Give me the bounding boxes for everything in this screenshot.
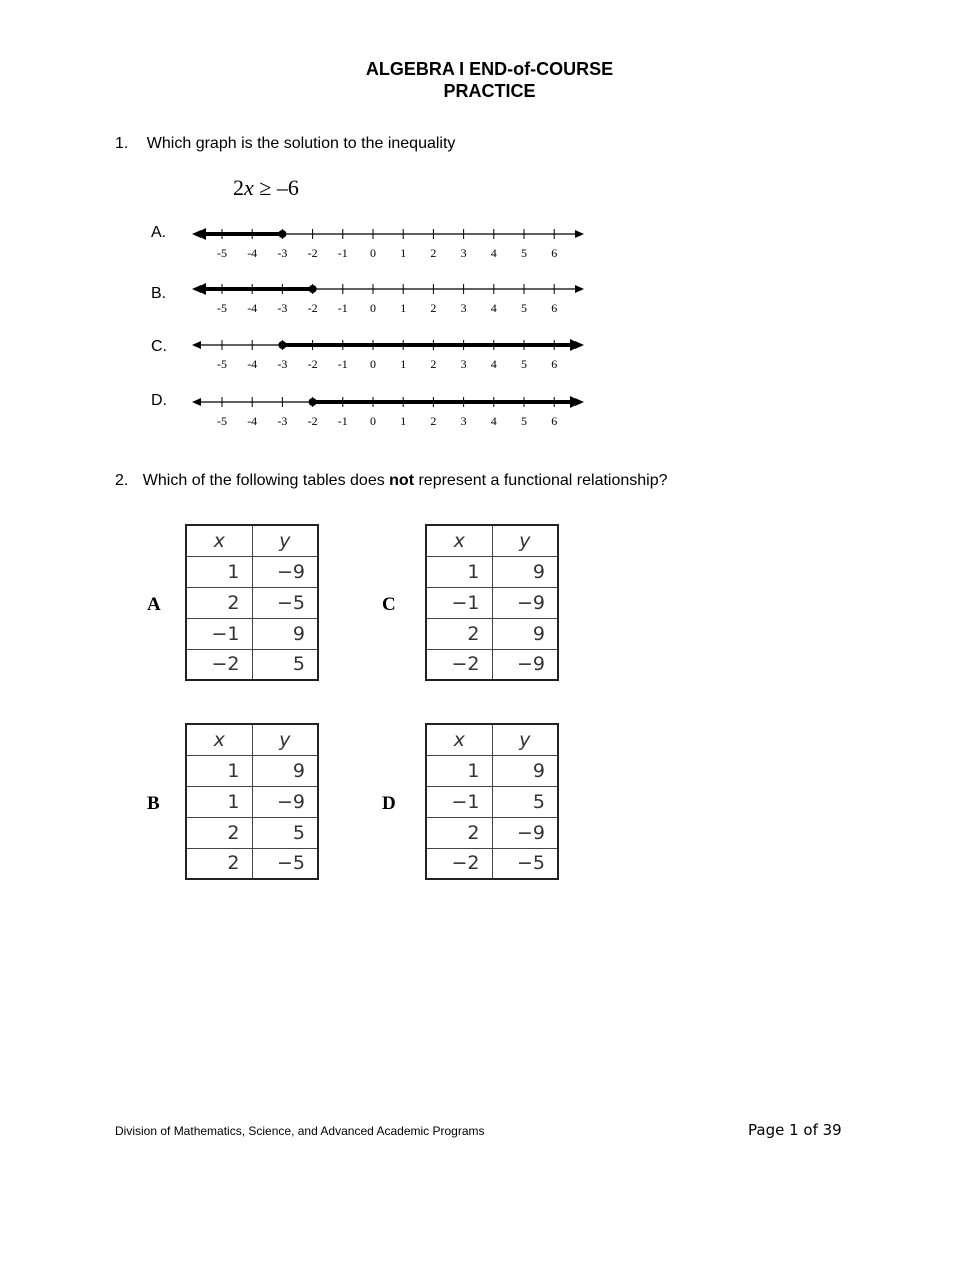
cell-y: 5 [252, 817, 318, 848]
cell-x: 1 [426, 755, 492, 786]
tick-label: 2 [430, 301, 437, 315]
tick-label: -5 [217, 357, 227, 371]
column-header-x: x [426, 525, 492, 556]
column-header-x: x [426, 724, 492, 755]
inequality-coefficient: 2 [233, 175, 244, 200]
question-2-prompt-after: represent a functional relationship? [414, 472, 668, 489]
table-row [426, 556, 558, 587]
cell-y: −9 [492, 587, 558, 618]
footer-division: Division of Mathematics, Science, and Advanced Academic Programs [115, 1124, 485, 1138]
question-2-number: 2. [115, 472, 129, 489]
cell-x: −1 [426, 587, 492, 618]
function-table-a [185, 524, 319, 681]
column-header-x: x [186, 724, 252, 755]
table-row [186, 755, 318, 786]
function-table-b [185, 723, 319, 880]
cell-x: 1 [426, 556, 492, 587]
tick-label: 5 [521, 301, 527, 315]
tick-label: -3 [277, 301, 288, 315]
column-header-y: y [492, 724, 558, 755]
footer-page-number: Page 1 of 39 [748, 1121, 842, 1139]
number-line-d [180, 390, 600, 430]
cell-y: −9 [252, 556, 318, 587]
cell-x: −2 [186, 649, 252, 680]
tick-label: 1 [400, 414, 407, 428]
column-header-y: y [492, 525, 558, 556]
solution-arrowhead [194, 283, 206, 295]
table-row [426, 618, 558, 649]
tick-label: -3 [277, 246, 288, 260]
table-row [186, 587, 318, 618]
table-row [426, 848, 558, 879]
table-d-label: D [382, 793, 396, 814]
tick-label: 0 [370, 414, 376, 428]
tick-label: 0 [370, 246, 376, 260]
tick-label: -1 [337, 414, 348, 428]
inequality [233, 175, 299, 201]
table-c-label: C [382, 594, 396, 615]
cell-y: −5 [492, 848, 558, 879]
page-subtitle: PRACTICE [443, 81, 536, 101]
cell-y: 9 [492, 755, 558, 786]
number-line-a [180, 222, 600, 262]
tick-label: 1 [400, 246, 407, 260]
question-1-number: 1. [115, 135, 129, 152]
tick-label: -1 [337, 246, 348, 260]
tick-label: -4 [247, 357, 258, 371]
closed-point [278, 341, 286, 349]
option-b-label: B. [151, 285, 167, 302]
tick-label: -5 [217, 301, 227, 315]
table-row [426, 755, 558, 786]
closed-point [309, 398, 317, 406]
table-row [186, 649, 318, 680]
axis-arrow-left [192, 398, 201, 406]
tick-label: 4 [490, 301, 497, 315]
column-header-x: x [186, 525, 252, 556]
question-1 [115, 135, 455, 153]
table-row [426, 649, 558, 680]
tick-label: -3 [277, 414, 288, 428]
cell-y: −5 [252, 587, 318, 618]
tick-label: 4 [490, 414, 497, 428]
tick-label: -2 [307, 301, 318, 315]
cell-y: −5 [252, 848, 318, 879]
cell-x: 2 [426, 618, 492, 649]
tick-label: 3 [460, 414, 467, 428]
tick-label: -1 [337, 357, 348, 371]
tick-label: 4 [490, 246, 497, 260]
option-d-label: D. [151, 392, 167, 409]
tick-label: 0 [370, 357, 376, 371]
solution-arrowhead [194, 228, 206, 240]
table-row [186, 848, 318, 879]
tick-label: 3 [460, 301, 467, 315]
table-b-label: B [147, 793, 160, 814]
axis-arrow-left [192, 341, 201, 349]
tick-label: 6 [551, 357, 558, 371]
tick-label: -5 [217, 414, 227, 428]
tick-label: 5 [521, 357, 527, 371]
cell-y: 9 [492, 556, 558, 587]
cell-y: 9 [252, 618, 318, 649]
number-line-b [180, 277, 600, 317]
tick-label: 4 [490, 357, 497, 371]
cell-y: 5 [492, 786, 558, 817]
tick-label: 0 [370, 301, 376, 315]
table-row [426, 786, 558, 817]
tick-label: -1 [337, 301, 348, 315]
tick-label: -2 [307, 357, 318, 371]
column-header-y: y [252, 525, 318, 556]
cell-y: −9 [492, 649, 558, 680]
tick-label: 3 [460, 246, 467, 260]
cell-x: 2 [186, 587, 252, 618]
axis-arrow-right [575, 285, 584, 293]
cell-x: 1 [186, 755, 252, 786]
tick-label: -4 [247, 246, 258, 260]
tick-label: 3 [460, 357, 467, 371]
axis-arrow-right [575, 230, 584, 238]
question-2 [115, 472, 668, 490]
inequality-variable: x [244, 175, 254, 200]
question-1-prompt: Which graph is the solution to the inequality [146, 135, 456, 152]
column-header-y: y [252, 724, 318, 755]
tick-label: 1 [400, 357, 407, 371]
cell-x: −1 [426, 786, 492, 817]
solution-arrowhead [570, 339, 582, 351]
tick-label: -2 [307, 246, 318, 260]
inequality-rest: ≥ –6 [253, 175, 299, 200]
table-row [186, 556, 318, 587]
tick-label: 6 [551, 301, 558, 315]
tick-label: -4 [247, 301, 258, 315]
cell-y: 9 [492, 618, 558, 649]
cell-x: 1 [186, 786, 252, 817]
tick-label: 1 [400, 301, 407, 315]
tick-label: 2 [430, 414, 437, 428]
question-2-prompt-bold: not [389, 472, 415, 489]
table-header-row [426, 525, 558, 556]
tick-label: 6 [551, 414, 558, 428]
tick-label: -5 [217, 246, 227, 260]
tick-label: -4 [247, 414, 258, 428]
tick-label: -2 [307, 414, 318, 428]
cell-y: −9 [492, 817, 558, 848]
tick-label: -3 [277, 357, 288, 371]
option-a-label: A. [151, 224, 167, 241]
table-row [426, 587, 558, 618]
cell-x: −2 [426, 649, 492, 680]
cell-y: 9 [252, 755, 318, 786]
tick-label: 6 [551, 246, 558, 260]
cell-x: 2 [186, 817, 252, 848]
table-header-row [426, 724, 558, 755]
number-line-c [180, 333, 600, 373]
cell-y: −9 [252, 786, 318, 817]
page-title: ALGEBRA I END-of-COURSE [365, 59, 614, 79]
tick-label: 5 [521, 414, 527, 428]
tick-label: 2 [430, 357, 437, 371]
table-row [186, 786, 318, 817]
table-row [186, 618, 318, 649]
question-2-prompt-before: Which of the following tables does [142, 472, 390, 489]
table-a-label: A [147, 594, 161, 615]
tick-label: 2 [430, 246, 437, 260]
option-c-label: C. [151, 338, 167, 355]
cell-x: 2 [186, 848, 252, 879]
table-row [186, 817, 318, 848]
cell-x: −1 [186, 618, 252, 649]
cell-x: −2 [426, 848, 492, 879]
closed-point [278, 230, 286, 238]
solution-arrowhead [570, 396, 582, 408]
cell-x: 1 [186, 556, 252, 587]
function-table-c [425, 524, 559, 681]
cell-y: 5 [252, 649, 318, 680]
table-header-row [186, 724, 318, 755]
cell-x: 2 [426, 817, 492, 848]
table-row [426, 817, 558, 848]
tick-label: 5 [521, 246, 527, 260]
closed-point [309, 285, 317, 293]
function-table-d [425, 723, 559, 880]
table-header-row [186, 525, 318, 556]
